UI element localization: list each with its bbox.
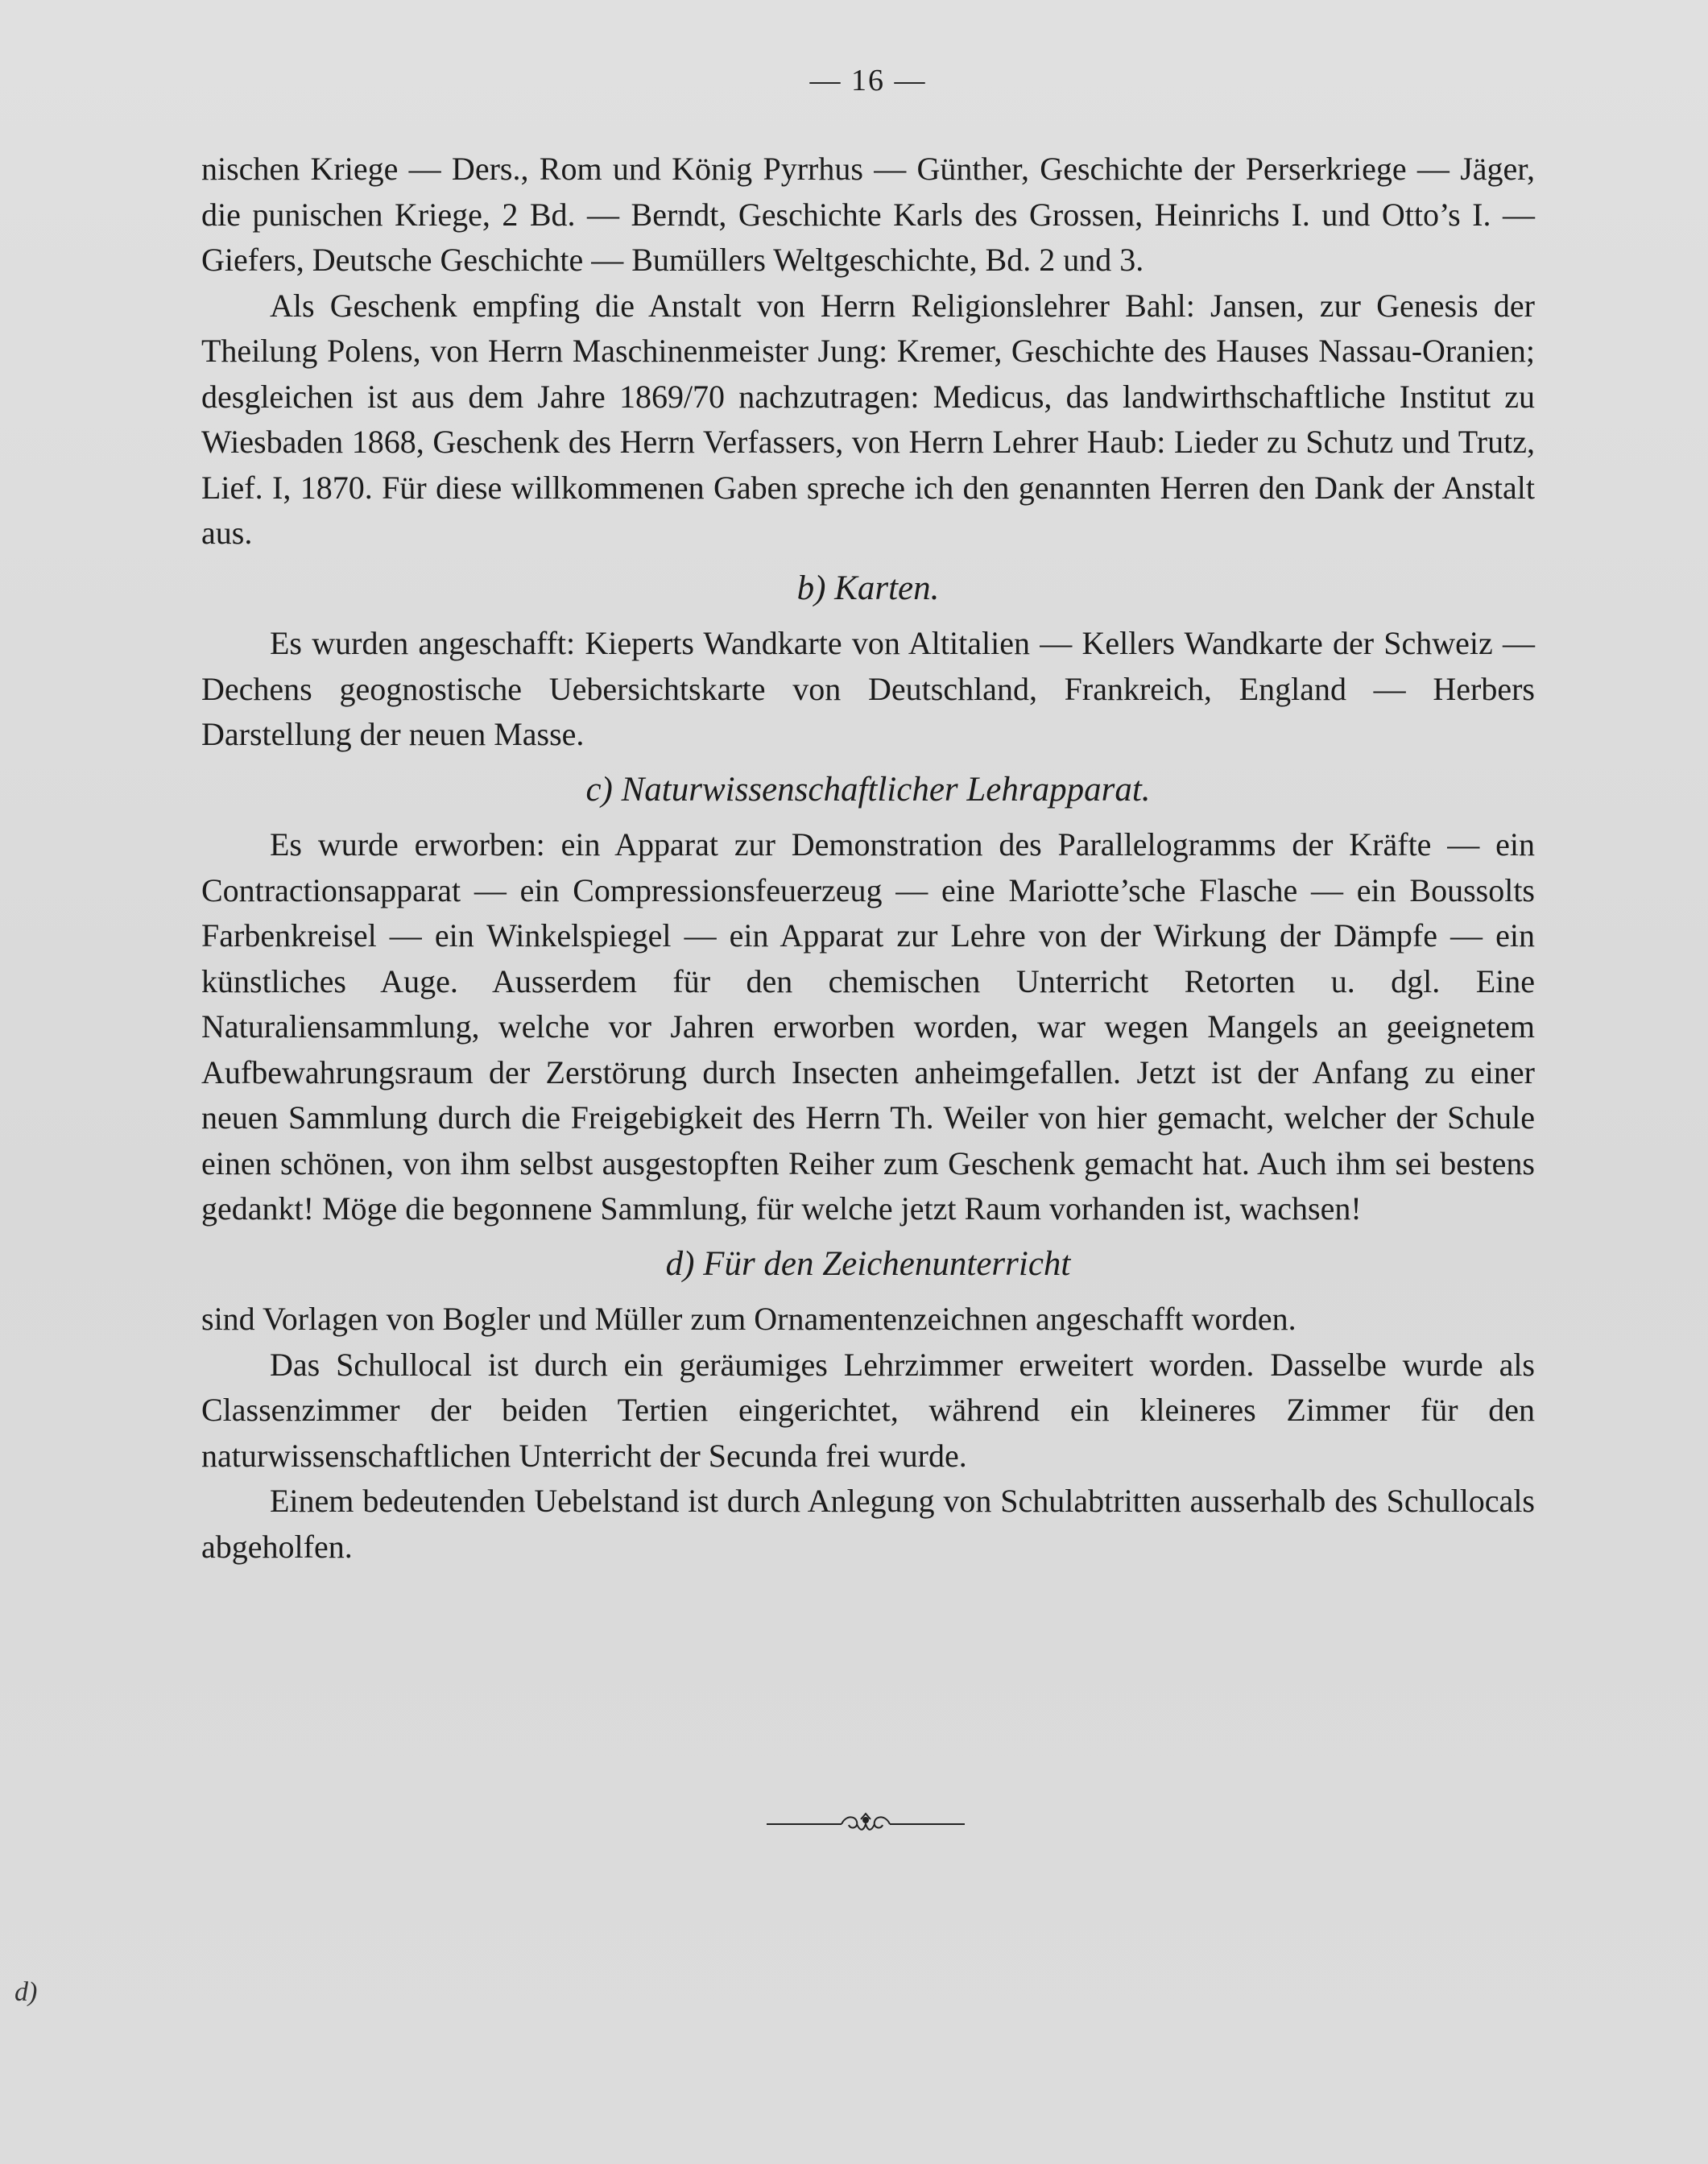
paragraph-book-list: nischen Kriege — Ders., Rom und König Pyrrhus — Günther, Geschichte der Perserkriege — Jäger, die punischen Kriege, 2 Bd. — Berndt, Geschichte Karls des Grossen, Heinrichs I. und Otto’s I. — Giefers, Deutsche Geschichte — Bumüllers Weltgeschichte, Bd. 2 und 3. — [201, 151, 1535, 278]
paragraph-lehrapparat: Es wurde erworben: ein Apparat zur Demonstration des Parallelogramms der Kräfte — ein Contractionsapparat — ein Compressionsfeuerzeug — eine Mariotte’sche Flasche — ein Boussolts Farbenkreisel — ein Winkelspiegel — ein Apparat zur Lehre von der Wirkung der Dämpfe — ein künstliches Auge. Ausserdem für den chemischen Unterricht Retorten u. dgl. Eine Naturaliensammlung, welche vor Jahren erworben worden, war wegen Mangels an geeignetem Aufbewahrungsraum der Zerstörung durch Insecten anheimgefallen. Jetzt ist der Anfang zu einer neuen Sammlung durch die Freigebigkeit des Herrn Th. Weiler von hier gemacht, welcher der Schule einen schönen, von ihm selbst ausgestopften Reiher zum Geschenk gemacht hat. Auch ihm sei bestens gedankt! Möge die begonnene Sammlung, für welche jetzt Raum vorhanden ist, wachsen! — [201, 826, 1535, 1227]
paragraph-uebelstand: Einem bedeutenden Uebelstand ist durch Anlegung von Schulabtritten ausserhalb des Schullocals abgeholfen. — [201, 1483, 1535, 1565]
body-text — [201, 147, 1535, 1570]
decorative-ornament-icon — [765, 1810, 966, 1838]
paragraph-karten: Es wurden angeschafft: Kieperts Wandkarte von Altitalien — Kellers Wandkarte der Schweiz — Dechens geognostische Uebersichtskarte von Deutschland, Frankreich, England — Herbers Darstellung der neuen Masse. — [201, 625, 1535, 752]
paragraph-vorlagen: sind Vorlagen von Bogler und Müller zum Ornamentenzeichnen angeschafft worden. — [201, 1301, 1297, 1337]
margin-mark: d) — [14, 1977, 38, 2007]
paragraph-gifts: Als Geschenk empfing die Anstalt von Herrn Religionslehrer Bahl: Jansen, zur Genesis der Theilung Polens, von Herrn Maschinenmeister Jung: Kremer, Geschichte des Hauses Nassau-Oranien; desgleichen ist aus dem Jahre 1869/70 nachzutragen: Medicus, das landwirthschaftliche Institut zu Wiesbaden 1868, Geschenk des Herrn Verfassers, von Herrn Lehrer Haub: Lieder zu Schutz und Trutz, Lief. I, 1870. Für diese willkommenen Gaben spreche ich den genannten Herren den Dank der Anstalt aus. — [201, 287, 1535, 551]
heading-karten: b) Karten. — [796, 569, 940, 607]
page-number: — 16 — — [809, 64, 927, 97]
paragraph-schullocal: Das Schullocal ist durch ein geräumiges Lehrzimmer erweitert worden. Dasselbe wurde als Classenzimmer der beiden Tertien eingerichtet, während ein kleineres Zimmer für den naturwissenschaftlichen Unterricht der Secunda frei wurde. — [201, 1346, 1535, 1474]
heading-zeichenunterricht: d) Für den Zeichenunterricht — [665, 1244, 1071, 1283]
heading-lehrapparat: c) Naturwissenschaftlicher Lehrapparat. — [585, 770, 1151, 809]
